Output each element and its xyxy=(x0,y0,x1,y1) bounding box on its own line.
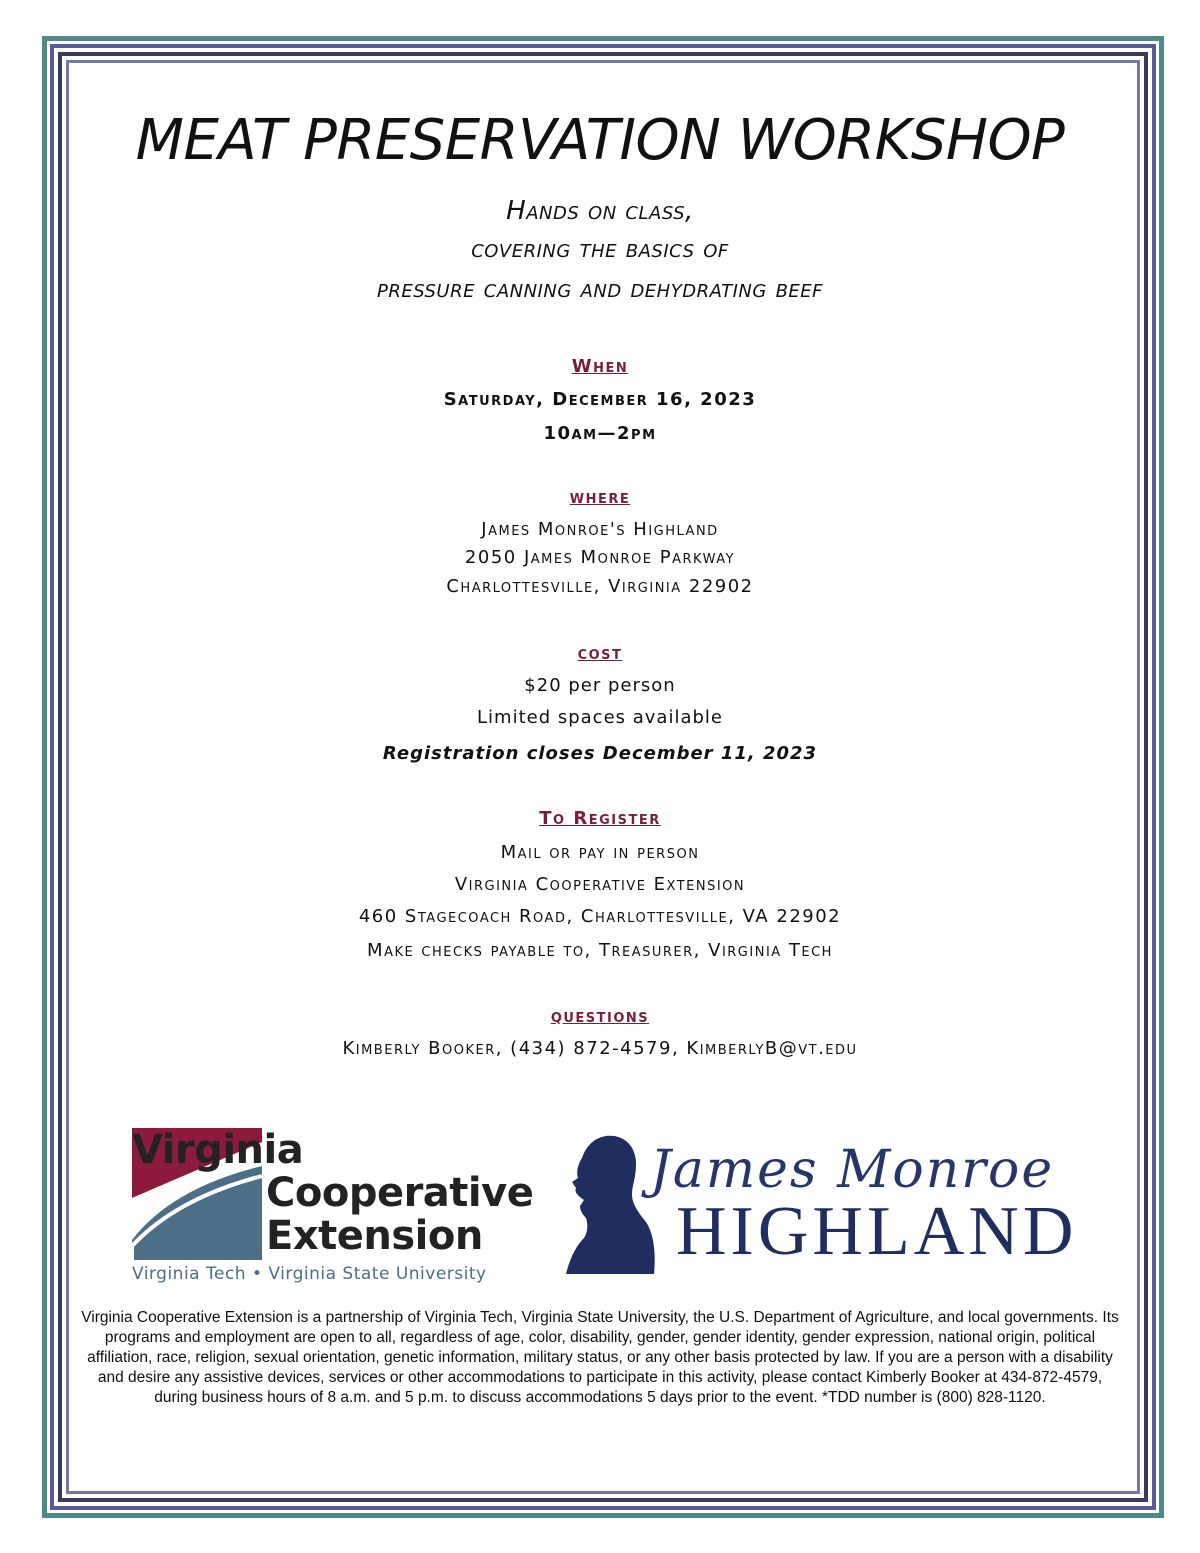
cost-spaces: Limited spaces available xyxy=(477,707,723,728)
disclaimer-text: Virginia Cooperative Extension is a partnership of Virginia Tech, Virginia State University, the U.S. Department of Agriculture, and local governments. Its programs and employment are open to all, regardless of age, color, disability, gender, gender identity, gender expression, national origin, political affiliation, race, religion, sexual orientation, genetic information, military status, or any other basis protected by law. If you are a person with a disability and desire any assistive devices, services or other accommodations to participate in this activity, please contact Kimberly Booker at 434-872-4579, during business hours of 8 a.m. and 5 p.m. to discuss accommodations 5 days prior to the event. *TDD number is (800) 828-1120. xyxy=(81,1309,1119,1406)
register-line-1: Mail or pay in person xyxy=(500,842,700,863)
when-date: Saturday, December 16, 2023 xyxy=(443,389,757,410)
highland-text: HIGHLAND xyxy=(676,1193,1078,1270)
vce-logo-line-2: Cooperative xyxy=(266,1170,534,1216)
when-heading: When xyxy=(571,356,629,377)
register-line-4: Make checks payable to, Treasurer, Virginia Tech xyxy=(367,940,833,961)
vce-logo-subline: Virginia Tech • Virginia State University xyxy=(132,1264,487,1284)
where-line-1: James Monroe's Highland xyxy=(481,519,719,540)
vce-logo-line-1: Virginia xyxy=(132,1127,304,1173)
page-title: MEAT PRESERVATION WORKSHOP xyxy=(135,108,1065,173)
questions-contact: Kimberly Booker, (434) 872-4579, KimberlyB@vt.edu xyxy=(342,1038,858,1059)
where-line-3: Charlottesville, Virginia 22902 xyxy=(446,576,754,597)
where-heading: where xyxy=(569,487,631,508)
questions-heading: questions xyxy=(550,1006,650,1027)
register-heading: To Register xyxy=(539,808,661,829)
cost-heading: cost xyxy=(577,643,623,664)
monroe-silhouette-icon xyxy=(566,1134,656,1274)
subtitle-line-3: pressure canning and dehydrating beef xyxy=(376,274,824,304)
subtitle-line-1: Hands on class, xyxy=(506,196,694,226)
where-line-2: 2050 James Monroe Parkway xyxy=(464,547,736,568)
subtitle-line-2: covering the basics of xyxy=(471,234,729,264)
monroe-script-text: James Monroe xyxy=(650,1140,1055,1200)
register-line-2: Virginia Cooperative Extension xyxy=(454,874,746,895)
cost-price: $20 per person xyxy=(524,675,676,696)
when-time: 10am—2pm xyxy=(543,423,657,444)
vce-logo-line-3: Extension xyxy=(266,1213,483,1259)
register-line-3: 460 Stagecoach Road, Charlottesville, VA 22902 xyxy=(358,906,842,927)
registration-deadline: Registration closes December 11, 2023 xyxy=(382,743,818,764)
